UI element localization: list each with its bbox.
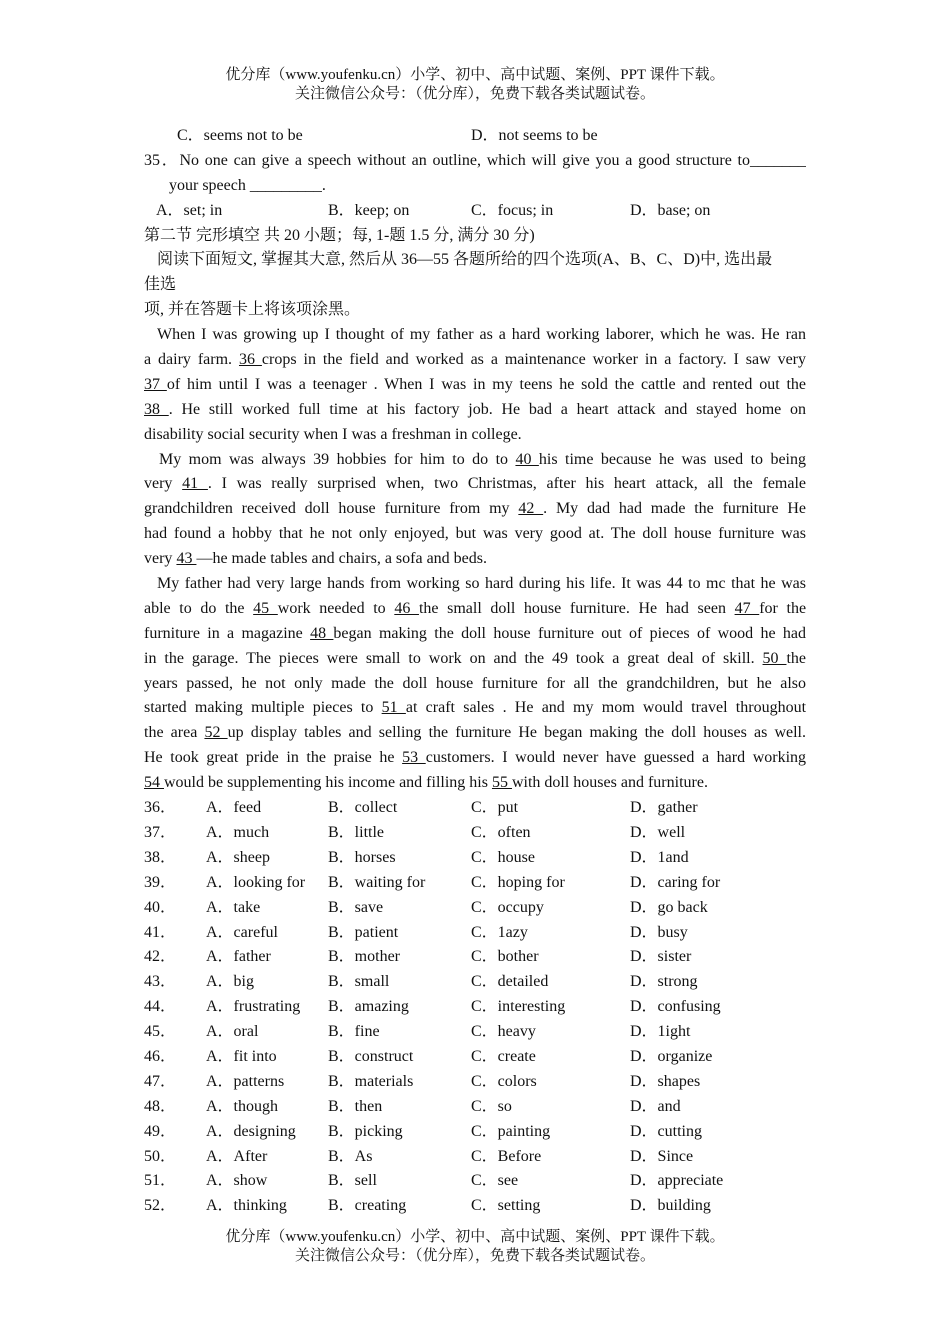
blank-40: 40: [515, 450, 539, 468]
option-a: A．feed: [206, 799, 262, 817]
option-a: A．careful: [206, 923, 278, 941]
option-a: A．sheep: [206, 848, 270, 866]
option-d: D．not seems to be: [471, 127, 598, 144]
blank-52: 52: [204, 724, 228, 742]
option-d: D．strong: [630, 973, 698, 991]
option-d: D．shapes: [630, 1072, 701, 1090]
option-b: B．keep; on: [328, 201, 410, 219]
instructions-line-1: 阅读下面短文, 掌握其大意, 然后从 36—55 各题所给的四个选项(A、B、C、D)中, 选出最: [157, 251, 773, 269]
option-a: A．big: [206, 973, 255, 991]
question-row: [144, 1194, 806, 1219]
passage-line: a dairy farm. 36 crops in the field and worked as a maintenance worker in a factory. I saw very: [144, 351, 806, 369]
option-b: B．creating: [328, 1197, 407, 1215]
option-a: A．oral: [206, 1023, 259, 1041]
option-a: A．After: [206, 1147, 268, 1165]
option-a: A．set; in: [156, 201, 223, 219]
blank-46: 46: [394, 599, 419, 617]
passage-line: able to do the 45 work needed to 46 the small doll house furniture. He had seen 47 for the: [144, 599, 806, 617]
option-c: C．Before: [471, 1147, 542, 1165]
option-c: C．put: [471, 799, 519, 817]
option-c: C．create: [471, 1047, 536, 1065]
blank-55: 55: [491, 774, 512, 792]
blank-53: 53: [402, 749, 426, 767]
header-line-2: 关注微信公众号：（优分库），免费下载各类试题试卷。: [294, 86, 655, 102]
option-d: D．organize: [630, 1047, 713, 1065]
question-number: 39．: [144, 873, 177, 891]
option-b: B．horses: [328, 848, 396, 866]
option-c: C．1azy: [471, 923, 528, 941]
option-a: A．frustrating: [206, 998, 301, 1016]
blank-48: 48: [310, 624, 334, 642]
question-number: 36．: [144, 799, 177, 817]
option-d: D．and: [630, 1097, 681, 1115]
q35-stem-line-2: your speech _________.: [169, 176, 326, 194]
option-c: C．house: [471, 848, 536, 866]
instructions-line-3: 项, 并在答题卡上将该项涂黑。: [144, 301, 361, 319]
exam-content: [144, 124, 806, 1219]
passage-line: My father had very large hands from working so hard during his life. It was 44 to mc that he was: [157, 575, 806, 593]
option-d: D．cutting: [630, 1122, 702, 1140]
option-d: D．gather: [630, 799, 698, 817]
option-b: B．waiting for: [328, 873, 426, 891]
option-c: C．often: [471, 823, 531, 841]
question-row: [144, 871, 806, 896]
passage-line: very 41 . I was really surprised when, two Christmas, after his heart attack, all the female: [144, 475, 806, 493]
question-number: 51．: [144, 1172, 177, 1190]
option-a: A．patterns: [206, 1072, 285, 1090]
passage-line: started making multiple pieces to 51 at craft sales . He and my mom would travel throughout: [144, 699, 806, 717]
question-row: [144, 1070, 806, 1095]
question-number: 49．: [144, 1122, 177, 1140]
header-line-1: 优分库（www.youfenku.cn）小学、初中、高中试题、案例、PPT 课件下载。: [225, 67, 725, 83]
option-a: A．much: [206, 823, 270, 841]
question-row: [144, 846, 806, 871]
question-number: 50．: [144, 1147, 177, 1165]
page-footer: [0, 1228, 950, 1266]
passage-line: 54 would be supplementing his income and filling his 55 with doll houses and furniture.: [144, 774, 708, 792]
option-b: B．picking: [328, 1122, 403, 1140]
blank-37: 37: [144, 375, 167, 393]
option-a: A．show: [206, 1172, 268, 1190]
question-number: 46．: [144, 1047, 177, 1065]
option-b: B．fine: [328, 1023, 380, 1041]
option-c: C．seems not to be: [177, 127, 303, 144]
question-row: [144, 796, 806, 821]
question-row: [144, 995, 806, 1020]
question-row: [144, 896, 806, 921]
option-b: B．materials: [328, 1072, 414, 1090]
option-d: D．appreciate: [630, 1172, 724, 1190]
question-number: 52．: [144, 1197, 177, 1215]
question-row: [144, 1145, 806, 1170]
question-number: 38．: [144, 848, 177, 866]
blank-45: 45: [253, 599, 278, 617]
option-b: B．collect: [328, 799, 398, 817]
blank-41: 41: [182, 475, 208, 493]
blank-38: 38: [144, 400, 169, 418]
question-number: 44．: [144, 998, 177, 1016]
passage-line: He took great pride in the praise he 53 customers. I would never have guessed a hard working: [144, 749, 806, 767]
passage-line: My mom was always 39 hobbies for him to do to 40 his time because he was used to being: [159, 450, 806, 468]
option-c: C．see: [471, 1172, 519, 1190]
question-number: 43．: [144, 973, 177, 991]
option-a: A．looking for: [206, 873, 306, 891]
passage-line: 38 . He still worked full time at his factory job. He bad a heart attack and stayed home on: [144, 400, 806, 418]
q35-options: [144, 199, 806, 224]
passage-line: 37 of him until I was a teenager . When I was in my teens he sold the cattle and rented out the: [144, 375, 806, 393]
question-number: 41．: [144, 923, 177, 941]
option-d: D．well: [630, 823, 686, 841]
option-a: A．thinking: [206, 1197, 287, 1215]
option-b: B．then: [328, 1097, 383, 1115]
instructions-line-2: 佳选: [144, 276, 177, 294]
question-row: [144, 821, 806, 846]
option-d: D．busy: [630, 923, 688, 941]
passage-line: grandchildren received doll house furniture from my 42 . My dad had made the furniture He: [144, 500, 806, 518]
question-number: 45．: [144, 1023, 177, 1041]
option-c: C．focus; in: [471, 201, 554, 219]
passage-line: very 43 —he made tables and chairs, a sofa and beds.: [144, 550, 487, 568]
option-a: A．though: [206, 1097, 279, 1115]
blank-54: 54: [144, 774, 164, 792]
q35-stem-line-1: 35．No one can give a speech without an outline, which will give you a good structure to_______: [144, 151, 806, 169]
option-b: B．construct: [328, 1047, 414, 1065]
option-d: D．base; on: [630, 201, 711, 219]
question-number: 40．: [144, 898, 177, 916]
passage-line: the area 52 up display tables and selling the furniture He began making the doll houses as well.: [144, 724, 806, 742]
option-c: C．hoping for: [471, 873, 565, 891]
option-c: C．interesting: [471, 998, 566, 1016]
question-number: 42．: [144, 948, 177, 966]
option-d: D．1and: [630, 848, 689, 866]
passage-line: disability social security when I was a freshman in college.: [144, 425, 522, 443]
option-d: D．confusing: [630, 998, 721, 1016]
option-d: D．1ight: [630, 1023, 691, 1041]
passage-line: had found a hobby that he not only enjoyed, but was very good at. The doll house furniture was: [144, 525, 806, 543]
option-d: D．caring for: [630, 873, 721, 891]
option-b: B．mother: [328, 948, 400, 966]
blank-43: 43: [176, 550, 197, 568]
option-d: D．sister: [630, 948, 692, 966]
option-c: C．detailed: [471, 973, 549, 991]
question-list: [144, 796, 806, 1219]
option-a: A．father: [206, 948, 271, 966]
question-row: [144, 970, 806, 995]
passage-line: furniture in a magazine 48 began making the doll house furniture out of pieces of wood he had: [144, 624, 806, 642]
passage-line: years passed, he not only made the doll house furniture for all the grandchildren, but he also: [144, 674, 806, 692]
option-b: B．little: [328, 823, 385, 841]
option-b: B．patient: [328, 923, 399, 941]
option-b: B．sell: [328, 1172, 377, 1190]
blank-50: 50: [762, 649, 787, 667]
page-header: [0, 66, 950, 104]
option-c: C．colors: [471, 1072, 537, 1090]
passage-line: When I was growing up I thought of my father as a hard working laborer, which he was. He ran: [157, 326, 806, 344]
footer-line-1: 优分库（www.youfenku.cn）小学、初中、高中试题、案例、PPT 课件下载。: [225, 1229, 725, 1245]
option-a: A．fit into: [206, 1047, 277, 1065]
footer-line-2: 关注微信公众号：（优分库），免费下载各类试题试卷。: [294, 1248, 655, 1264]
option-d: D．Since: [630, 1147, 694, 1165]
option-d: D．go back: [630, 898, 708, 916]
question-row: [144, 1045, 806, 1070]
q34-options: [144, 124, 806, 149]
option-b: B．amazing: [328, 998, 409, 1016]
question-row: [144, 921, 806, 946]
option-a: A．designing: [206, 1122, 296, 1140]
blank-51: 51: [381, 699, 406, 717]
option-d: D．building: [630, 1197, 711, 1215]
passage-line: in the garage. The pieces were small to work on and the 49 took a great deal of skill. 50 the: [144, 649, 806, 667]
option-c: C．bother: [471, 948, 539, 966]
option-a: A．take: [206, 898, 261, 916]
option-c: C．occupy: [471, 898, 544, 916]
blank-47: 47: [734, 599, 760, 617]
question-row: [144, 945, 806, 970]
option-b: B．save: [328, 898, 384, 916]
question-number: 48．: [144, 1097, 177, 1115]
option-b: B．small: [328, 973, 390, 991]
blank-42: 42: [518, 500, 544, 518]
question-row: [144, 1120, 806, 1145]
option-c: C．heavy: [471, 1023, 536, 1041]
question-number: 47．: [144, 1072, 177, 1090]
option-c: C．so: [471, 1097, 512, 1115]
option-c: C．setting: [471, 1197, 541, 1215]
question-row: [144, 1020, 806, 1045]
blank-36: 36: [238, 351, 262, 369]
option-b: B．As: [328, 1147, 373, 1165]
question-row: [144, 1095, 806, 1120]
question-number: 37．: [144, 823, 177, 841]
question-row: [144, 1169, 806, 1194]
option-c: C．painting: [471, 1122, 551, 1140]
section-title: 第二节 完形填空 共 20 小题；每, 1-题 1.5 分, 满分 30 分): [144, 226, 535, 244]
